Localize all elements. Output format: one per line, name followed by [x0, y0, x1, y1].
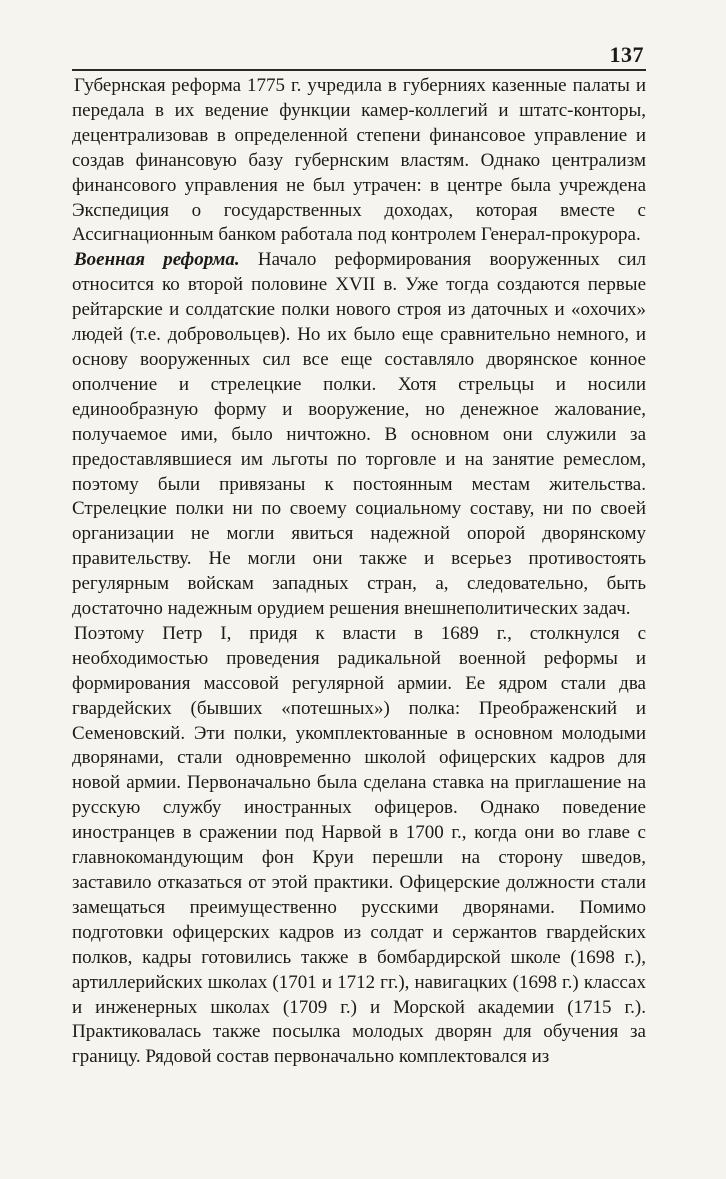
paragraph-2-text: Начало реформирования вооруженных сил относится ко второй половине XVII в. Уже тогда создаются первые рейтарские и солдатские полки нового строя из даточных и «охочих» людей (т.е. добровольцев). Но их было еще сравнительно немного, и основу вооруженных сил все еще составляло дворянское конное ополчение и стрелецкие полки. Хотя стрельцы и носили единообразную форму и вооружение, но денежное жалование, получаемое ими, было ничтожно. В основном они служили за предоставлявшиеся им льготы по торговле и на занятие ремеслом, поэтому были привязаны к постоянным местам жительства. Стрелецкие полки ни по своему социальному составу, ни по своей организации не могли явиться надежной опорой дворянскому правительству. Не могли они также и всерьез противостоять регулярным войскам западных стран, а, следовательно, быть достаточно надежным орудием решения внешнеполитических задач.: [72, 249, 647, 620]
header-rule: [72, 69, 646, 71]
page-body: [72, 74, 646, 1070]
paragraph-1: [72, 74, 646, 248]
paragraph-3: [72, 622, 646, 1070]
paragraph-3-text: Поэтому Петр I, придя к власти в 1689 г., столкнулся с необходимостью проведения радикальной военной реформы и формирования массовой регулярной армии. Ее ядром стали два гвардейских (бывших «потешных») полка: Преображенский и Семеновский. Эти полки, укомплектованные в основном молодыми дворянами, стали одновременно школой офицерских кадров для новой армии. Первоначально была сделана ставка на приглашение на русскую службу иностранных офицеров. Однако поведение иностранцев в сражении под Нарвой в 1700 г., когда они во главе с главнокомандующим фон Круи перешли на сторону шведов, заставило отказаться от этой практики. Офицерские должности стали замещаться преимущественно русскими дворянами. Помимо подготовки офицерских кадров из солдат и сержантов гвардейских полков, кадры готовились также в бомбардирской школе (1698 г.), артиллерийских школах (1701 и 1712 гг.), навигацких (1698 г.) классах и инженерных школах (1709 г.) и Морской академии (1715 г.). Практиковалась также посылка молодых дворян для обучения за границу. Рядовой состав первоначально комплектовался из: [72, 622, 646, 1068]
paragraph-1-text: Губернская реформа 1775 г. учредила в губерниях казенные палаты и передала в их ведение функции камер-коллегий и штатс-конторы, децентрализовав в определенной степени финансовое управление и создав финансовую базу губернским властям. Однако централизм финансового управления не был утрачен: в центре была учреждена Экспедиция о государственных доходах, которая вместе с Ассигнационным банком работала под контролем Генерал-прокурора.: [72, 75, 646, 246]
page-number: 137: [609, 42, 644, 67]
section-heading-military-reform: Военная реформа.: [74, 249, 240, 271]
paragraph-2: [72, 248, 646, 622]
